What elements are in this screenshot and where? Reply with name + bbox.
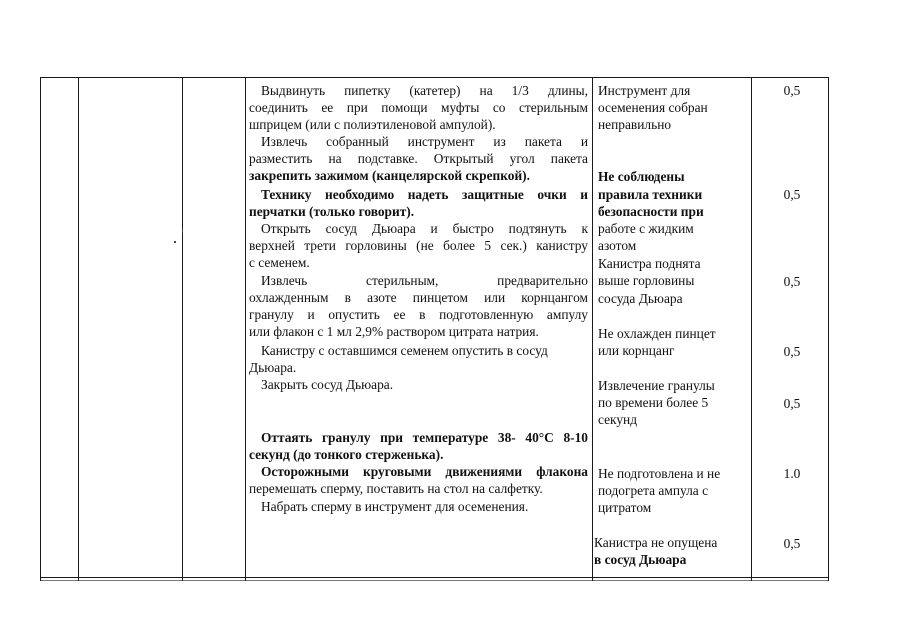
error-line: азотом — [598, 238, 637, 253]
score-value: 0,5 — [783, 83, 801, 98]
table-bottom-border — [40, 577, 829, 578]
procedure-line: охлажденным в азоте пинцетом или корнцангом — [249, 290, 588, 305]
procedure-line: Извлечь стерильным, предварительно — [261, 273, 588, 288]
table-top-border — [40, 77, 829, 78]
procedure-line: перчатки (только говорит). — [249, 204, 415, 219]
procedure-line: Канистру с оставшимся семенем опустить в сосуд — [261, 343, 548, 358]
error-line: правила техники — [598, 187, 703, 202]
error-line: по времени более 5 — [598, 395, 709, 410]
error-line: Канистра поднята — [598, 256, 701, 271]
procedure-line: разместить на подставке. Открытый угол пакета — [249, 151, 588, 166]
score-value: 0,5 — [783, 536, 801, 551]
score-value: 0,5 — [783, 274, 801, 289]
col-border-2 — [78, 77, 79, 581]
error-line: выше горловины — [598, 273, 695, 288]
col-border-5 — [592, 77, 593, 581]
procedure-line: Выдвинуть пипетку (катетер) на 1/3 длины, — [261, 83, 588, 98]
procedure-line: перемешать сперму, поставить на стол на салфетку. — [249, 481, 543, 496]
score-value: 0,5 — [783, 396, 801, 411]
procedure-line: Набрать сперму в инструмент для осеменения. — [261, 499, 529, 514]
error-line: сосуда Дьюара — [598, 291, 683, 306]
procedure-line: или флакон с 1 мл 2,9% раствором цитрата натрия. — [249, 324, 539, 339]
error-line: Извлечение гранулы — [598, 378, 715, 393]
procedure-line: гранулу и опустить ее в подготовленную ампулу — [249, 307, 588, 322]
error-line: Не подготовлена и не — [598, 466, 721, 481]
col-border-6 — [751, 77, 752, 581]
score-value: 0,5 — [783, 344, 801, 359]
error-line: подогрета ампула с — [598, 483, 709, 498]
error-line: безопасности при — [598, 204, 704, 219]
procedure-line: Дьюара. — [249, 360, 297, 375]
procedure-line: Оттаять гранулу при температуре 38- 40°С 8-10 — [261, 430, 588, 445]
procedure-line: Осторожными круговыми движениями флакона — [261, 464, 588, 479]
error-line: Не охлажден пинцет — [598, 326, 716, 341]
procedure-line: верхней трети горловины (не более 5 сек.) канистру — [249, 238, 588, 253]
procedure-line: шприцем (или с полиэтиленовой ампулой). — [249, 117, 496, 132]
col-border-4 — [245, 77, 246, 581]
procedure-line: с семенем. — [249, 255, 310, 270]
procedure-line: Извлечь собранный инструмент из пакета и — [261, 134, 588, 149]
score-value: 0,5 — [783, 187, 801, 202]
procedure-line: Технику необходимо надеть защитные очки и — [261, 187, 588, 202]
procedure-line: секунд (до тонкого стерженька). — [249, 447, 444, 462]
score-value: 1.0 — [783, 466, 801, 481]
col-border-1 — [40, 77, 41, 581]
col-border-3 — [182, 77, 183, 581]
scan-speck — [174, 241, 176, 243]
scan-speck — [182, 229, 183, 233]
error-line: или корнцанг — [598, 343, 675, 358]
error-line: Инструмент для — [598, 83, 691, 98]
error-line: неправильно — [598, 117, 672, 132]
error-line: Канистра не опущена — [594, 535, 718, 550]
procedure-line: Открыть сосуд Дьюара и быстро подтянуть к — [261, 221, 588, 236]
col-border-7 — [828, 77, 829, 581]
error-line: в сосуд Дьюара — [594, 552, 687, 567]
procedure-line: закрепить зажимом (канцелярской скрепкой). — [249, 168, 530, 183]
error-line: осеменения собран — [598, 100, 708, 115]
table-bottom-border-double — [40, 580, 829, 581]
error-line: секунд — [598, 412, 638, 427]
error-line: цитратом — [598, 500, 652, 515]
procedure-line: Закрыть сосуд Дьюара. — [261, 377, 394, 392]
error-line: Не соблюдены — [598, 169, 685, 184]
procedure-line: соединить ее при помощи муфты со стерильным — [249, 100, 588, 115]
error-line: работе с жидким — [598, 221, 694, 236]
